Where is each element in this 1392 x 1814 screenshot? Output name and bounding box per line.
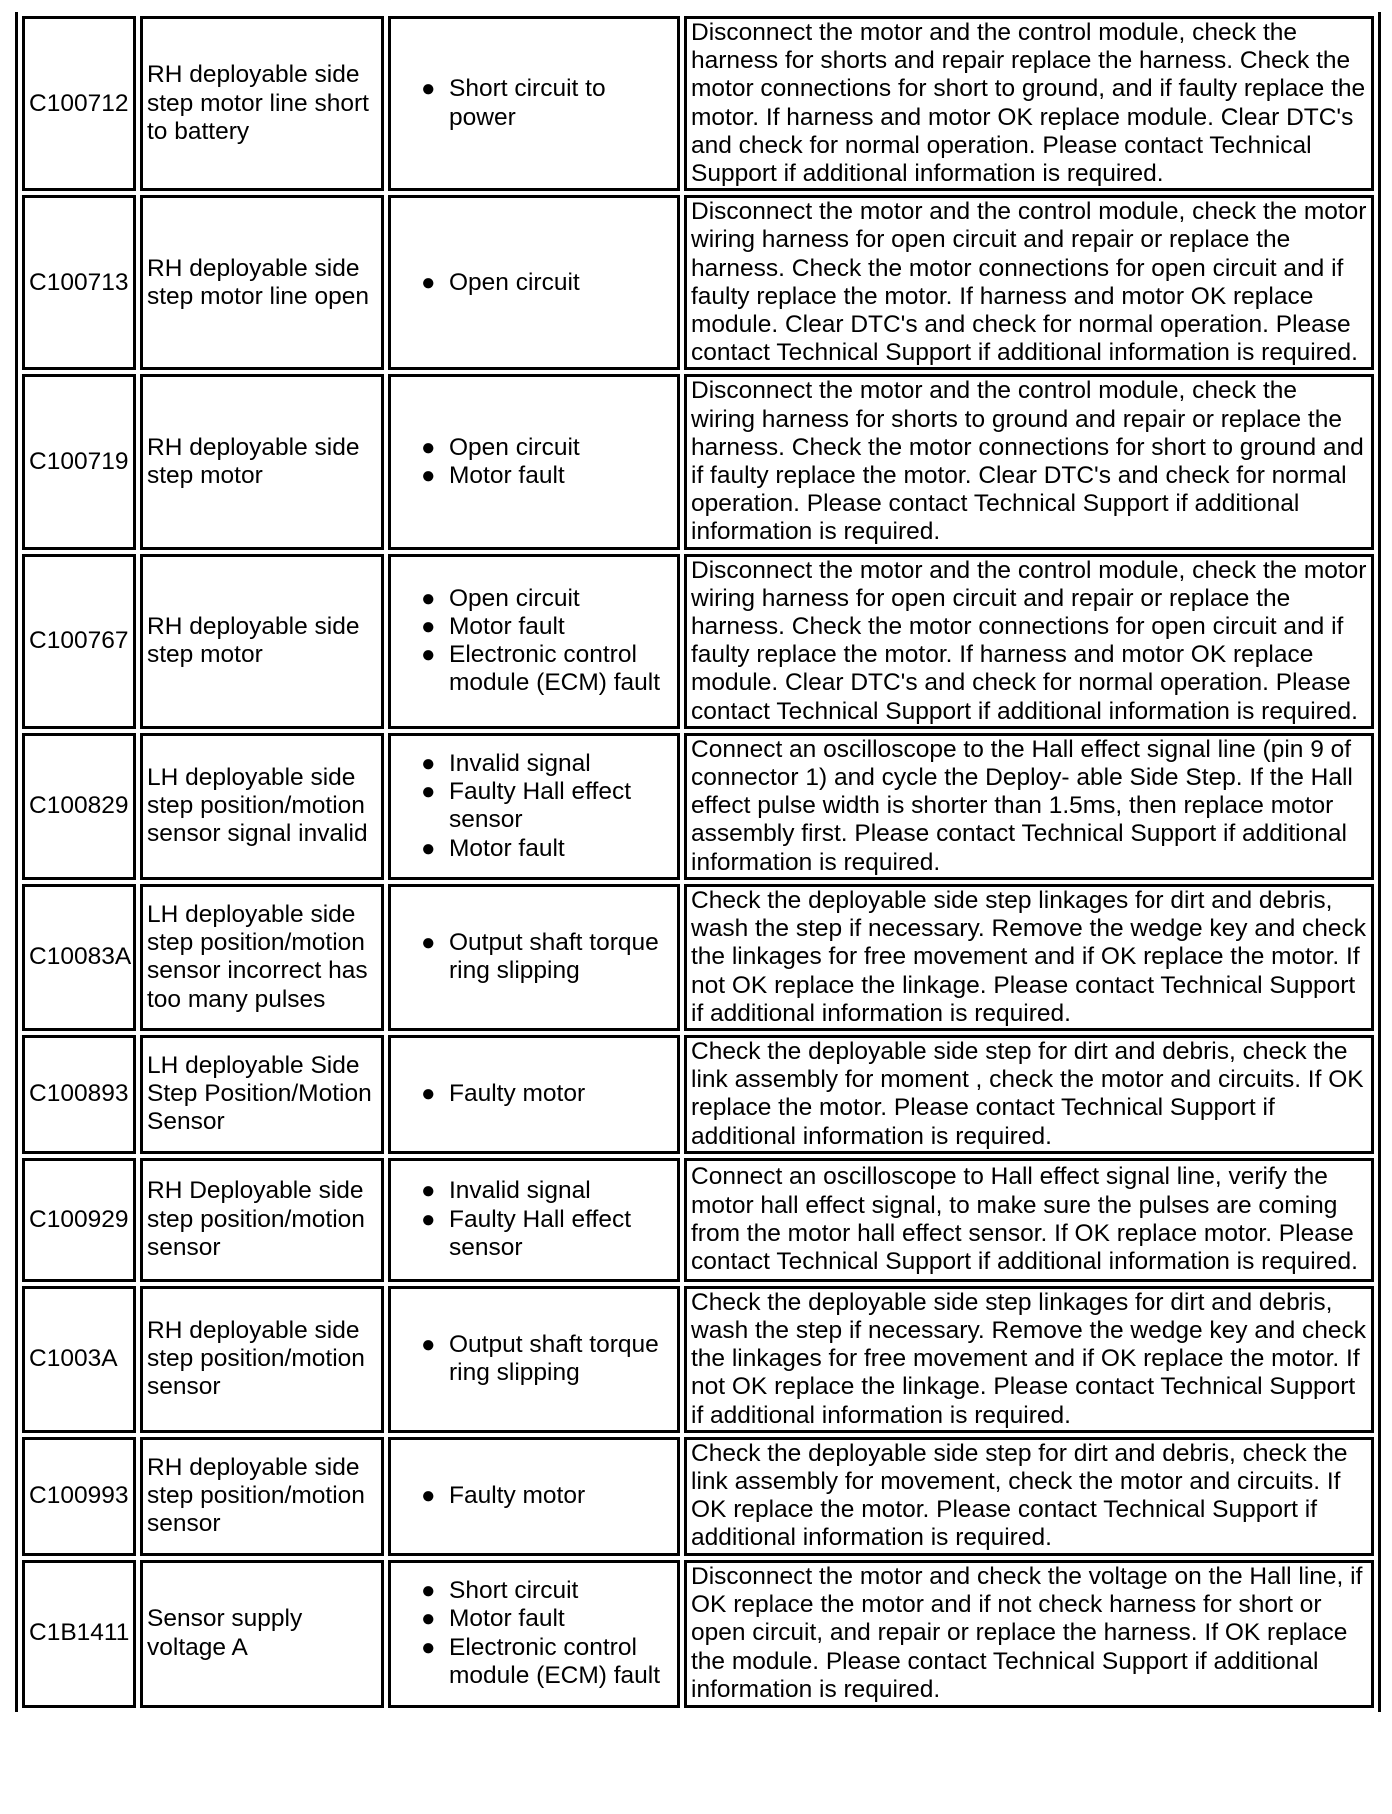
possible-causes [388,1560,680,1708]
action-text: Disconnect the motor and the control module, check the harness for shorts and repair replace the harness. Check the motor connections for short to ground, and if faulty replace the motor. If harness and motor OK replace module. Clear DTC's and check for normal operation. Please contact Technical Support if additional information is required. [684,16,1374,191]
action-text: Disconnect the motor and the control module, check the motor wiring harness for open circuit and repair or replace the harness. Check the motor connections for open circuit and if faulty replace the motor. If harness and motor OK replace module. Clear DTC's and check for normal operation. Please contact Technical Support if additional information is required. [684,554,1374,729]
possible-causes [388,374,680,549]
bullet-icon: ● [421,75,436,103]
bullet-icon: ● [421,1605,436,1633]
bullet-icon: ● [421,1633,436,1661]
table-row [22,733,1374,880]
possible-causes [388,733,680,880]
cause-item [421,433,673,462]
bullet-icon: ● [421,1080,436,1108]
dtc-code: C1003A [22,1286,136,1433]
action-text: Connect an oscilloscope to the Hall effect signal line (pin 9 of connector 1) and cycle the Deploy- able Side Step. If the Hall effect pulse width is shorter than 1.5ms, then replace motor assembly first. Please contact Technical Support if additional information is required. [684,733,1374,880]
cause-item [421,1331,673,1387]
cause-text: Faulty Hall effect sensor [449,778,632,834]
dtc-code: C100767 [22,554,136,729]
bullet-icon: ● [421,433,436,461]
bullet-icon: ● [421,613,436,641]
cause-item [421,1605,673,1633]
cause-item [421,268,673,297]
dtc-code: C100712 [22,16,136,191]
cause-text: Open circuit [449,584,580,612]
cause-text: Invalid signal [449,749,591,777]
cause-item [421,778,673,834]
table-row [22,884,1374,1031]
dtc-code: C1B1411 [22,1560,136,1708]
bullet-icon: ● [421,778,436,806]
dtc-table [15,12,1381,1712]
dtc-code: C10083A [22,884,136,1031]
cause-text: Motor fault [449,462,565,490]
table-row [22,1035,1374,1154]
dtc-description: RH deployable side step motor [140,554,384,729]
bullet-icon: ● [421,929,436,957]
bullet-icon: ● [421,1482,436,1510]
bullet-icon: ● [421,1331,436,1359]
cause-item [421,1633,673,1690]
bullet-icon: ● [421,584,436,612]
table-row [22,554,1374,729]
possible-causes [388,554,680,729]
bullet-icon: ● [421,1205,436,1233]
cause-item [421,641,673,697]
cause-list [395,1080,673,1108]
table-row [22,16,1374,191]
table-row [22,1560,1374,1708]
action-text: Disconnect the motor and the control module, check the wiring harness for shorts to ground and repair or replace the harness. Check the motor connections for short to ground and if faulty replace the motor. Clear DTC's and check for normal operation. Please contact Technical Support if additional information is required. [684,374,1374,549]
bullet-icon: ● [421,641,436,669]
bullet-icon: ● [421,1577,436,1605]
cause-text: Faulty Hall effect sensor [449,1205,632,1261]
table-row [22,1158,1374,1282]
possible-causes [388,16,680,191]
cause-list [395,1331,673,1387]
cause-text: Electronic control module (ECM) fault [449,1633,661,1689]
cause-item [421,1205,673,1262]
possible-causes [388,1035,680,1154]
dtc-table-body [22,16,1374,1708]
cause-text: Faulty motor [449,1080,586,1108]
dtc-description: RH deployable side step motor [140,374,384,549]
action-text: Check the deployable side step for dirt and debris, check the link assembly for movement, check the motor and circuits. If OK replace the motor. Please contact Technical Support if additional information is required. [684,1437,1374,1556]
action-text: Check the deployable side step linkages for dirt and debris, wash the step if necessary. Remove the wedge key and check the linkages for free movement and if OK replace the motor. If not OK replace the linkage. Please contact Technical Support if additional information is required. [684,1286,1374,1433]
action-text: Check the deployable side step linkages for dirt and debris, wash the step if necessary. Remove the wedge key and check the linkages for free movement and if OK replace the motor. If not OK replace the linkage. Please contact Technical Support if additional information is required. [684,884,1374,1031]
cause-text: Motor fault [449,1605,565,1633]
cause-item [421,834,673,863]
cause-text: Motor fault [449,613,565,641]
dtc-code: C100993 [22,1437,136,1556]
table-row [22,1437,1374,1556]
cause-item [421,1177,673,1205]
cause-text: Short circuit [449,1577,579,1605]
cause-list [395,1177,673,1262]
dtc-description: Sensor supply voltage A [140,1560,384,1708]
bullet-icon: ● [421,268,436,296]
cause-text: Open circuit [449,268,580,296]
cause-item [421,613,673,641]
cause-item [421,1080,673,1108]
bullet-icon: ● [421,749,436,777]
cause-list [395,434,673,490]
cause-text: Open circuit [449,433,580,461]
dtc-description: LH deployable Side Step Position/Motion Sensor [140,1035,384,1154]
dtc-description: RH deployable side step motor line short to battery [140,16,384,191]
cause-text: Output shaft torque ring slipping [449,929,659,985]
possible-causes [388,195,680,370]
possible-causes [388,884,680,1031]
cause-item [421,929,673,985]
table-row [22,195,1374,370]
bullet-icon: ● [421,462,436,490]
cause-item [421,584,673,613]
dtc-description: RH Deployable side step position/motion sensor [140,1158,384,1282]
cause-item [421,1482,673,1510]
dtc-code: C100929 [22,1158,136,1282]
dtc-code: C100713 [22,195,136,370]
dtc-description: RH deployable side step motor line open [140,195,384,370]
dtc-code: C100719 [22,374,136,549]
cause-text: Invalid signal [449,1177,591,1205]
dtc-description: LH deployable side step position/motion sensor signal invalid [140,733,384,880]
action-text: Check the deployable side step for dirt and debris, check the link assembly for moment , check the motor and circuits. If OK replace the motor. Please contact Technical Support if additional information is required. [684,1035,1374,1154]
bullet-icon: ● [421,1177,436,1205]
table-row [22,374,1374,549]
cause-list [395,750,673,863]
cause-text: Electronic control module (ECM) fault [449,641,661,697]
cause-text: Motor fault [449,834,565,862]
possible-causes [388,1158,680,1282]
action-text: Connect an oscilloscope to Hall effect signal line, verify the motor hall effect signal, to make sure the pulses are coming from the motor hall effect sensor. If OK replace motor. Please contact Technical Support if additional information is required. [684,1158,1374,1282]
cause-list [395,1577,673,1690]
cause-text: Faulty motor [449,1482,586,1510]
dtc-code: C100829 [22,733,136,880]
cause-text: Short circuit to power [449,75,606,131]
table-row [22,1286,1374,1433]
cause-item [421,1577,673,1605]
dtc-code: C100893 [22,1035,136,1154]
dtc-description: RH deployable side step position/motion sensor [140,1437,384,1556]
cause-list [395,75,673,131]
cause-item [421,462,673,490]
possible-causes [388,1286,680,1433]
action-text: Disconnect the motor and the control module, check the motor wiring harness for open circuit and repair or replace the harness. Check the motor connections for open circuit and if faulty replace the motor. If harness and motor OK replace module. Clear DTC's and check for normal operation. Please contact Technical Support if additional information is required. [684,195,1374,370]
bullet-icon: ● [421,834,436,862]
cause-list [395,1482,673,1510]
cause-item [421,749,673,778]
dtc-description: RH deployable side step position/motion sensor [140,1286,384,1433]
cause-list [395,929,673,985]
cause-list [395,585,673,698]
cause-item [421,75,673,131]
action-text: Disconnect the motor and check the voltage on the Hall line, if OK replace the motor and if not check harness for short or open circuit, and repair or replace the harness. If OK replace the module. Please contact Technical Support if additional information is required. [684,1560,1374,1708]
possible-causes [388,1437,680,1556]
cause-text: Output shaft torque ring slipping [449,1331,659,1387]
dtc-description: LH deployable side step position/motion sensor incorrect has too many pulses [140,884,384,1031]
dtc-table-page [15,12,1381,1712]
cause-list [395,269,673,297]
